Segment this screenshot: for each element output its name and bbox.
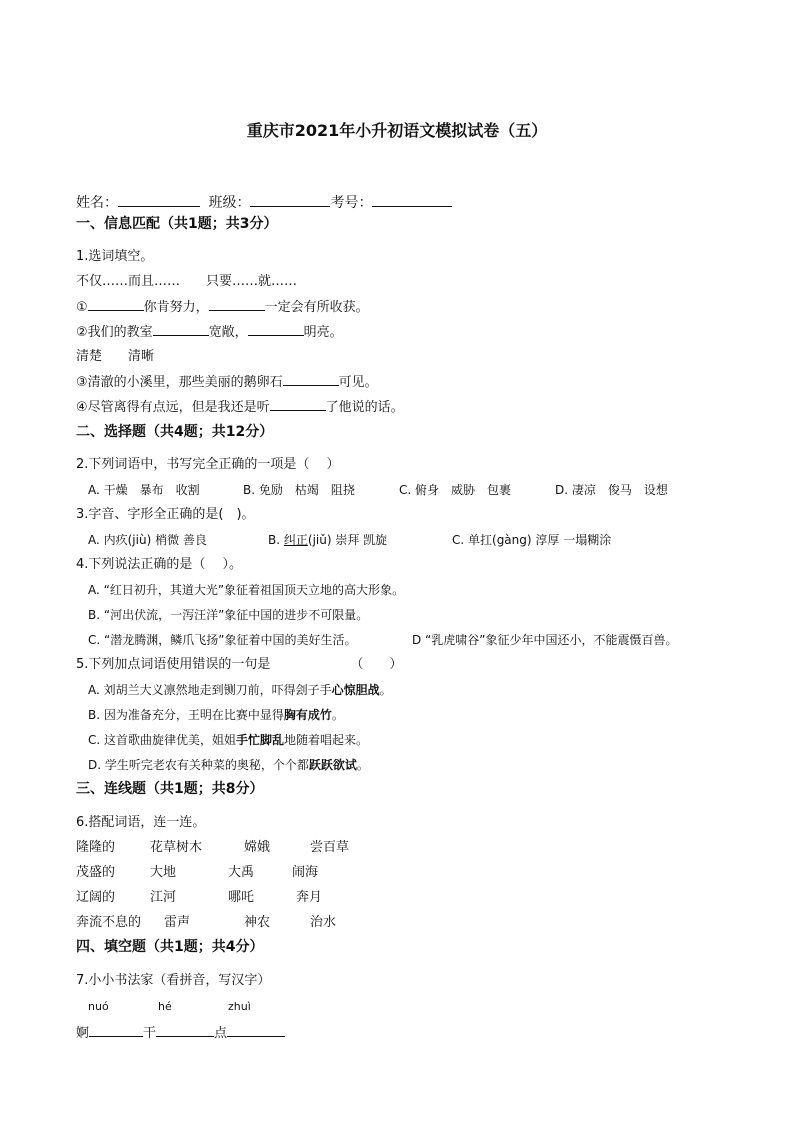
q1-word-options-2: 清楚 清晰: [76, 349, 155, 364]
match-item[interactable]: 嫦娥: [244, 840, 271, 855]
name-label: 姓名：: [76, 195, 118, 211]
q3-stem: 3.字音、字形全正确的是( )。: [76, 507, 255, 522]
match-item[interactable]: 奔流不息的: [76, 915, 142, 930]
match-item[interactable]: 大禹: [228, 865, 255, 880]
q3-option-c[interactable]: C. 单扛(gàng) 淳厚 一塌糊涂: [452, 533, 612, 547]
q1-item-3: ③清澈的小溪里，那些美丽的鹅卵石 可见。: [76, 375, 378, 390]
q4-stem: 4.下列说法正确的是（ ）。: [76, 557, 243, 572]
class-label: 班级：: [208, 195, 251, 211]
match-item[interactable]: 江河: [150, 890, 177, 905]
q5-option-d[interactable]: D. 学生听完老农有关种菜的奥秘，个个都跃跃欲试。: [88, 758, 369, 772]
pinyin-label: zhuì: [228, 1000, 251, 1013]
pinyin-label: hé: [158, 1000, 172, 1013]
q1-blank-5[interactable]: [283, 373, 339, 386]
q7-blank-2[interactable]: [156, 1024, 214, 1037]
q6-stem: 6.搭配词语，连一连。: [76, 815, 206, 830]
q7-blank-1[interactable]: [89, 1024, 143, 1037]
q1-blank-6[interactable]: [270, 398, 326, 411]
q1-item-2: ②我们的教室 宽敞， 明亮。: [76, 325, 343, 340]
q4-option-d[interactable]: D “乳虎啸谷”象征少年中国还小，不能震慑百兽。: [412, 633, 678, 647]
match-item[interactable]: 隆隆的: [76, 840, 116, 855]
q4-option-a[interactable]: A. “红日初升，其道大光”象征着祖国顶天立地的高大形象。: [88, 583, 405, 597]
q2-option-b[interactable]: B. 免励 枯竭 阻挠: [243, 483, 355, 497]
match-item[interactable]: 茂盛的: [76, 865, 116, 880]
q2-option-a[interactable]: A. 干燥 暴布 收割: [88, 483, 200, 497]
q2-option-d[interactable]: D. 凄凉 俊马 设想: [555, 483, 668, 497]
match-item[interactable]: 奔月: [296, 890, 323, 905]
match-item[interactable]: 神农: [244, 915, 271, 930]
match-item[interactable]: 哪吒: [228, 890, 255, 905]
q2-stem: 2.下列词语中，书写完全正确的一项是（ ）: [76, 457, 340, 472]
section-heading-3: 三、连线题（共1题；共8分）: [76, 781, 264, 797]
q3-option-b[interactable]: B. 纠正(jiǔ) 崇拜 凯旋: [268, 533, 388, 547]
q2-option-c[interactable]: C. 俯身 威胁 包裹: [399, 483, 512, 497]
section-heading-4: 四、填空题（共1题；共4分）: [76, 939, 264, 955]
q1-stem: 1.选词填空。: [76, 249, 154, 264]
number-label: 考号：: [330, 195, 373, 211]
number-field[interactable]: [372, 193, 452, 207]
q1-blank-1[interactable]: [88, 298, 144, 311]
match-item[interactable]: 大地: [150, 865, 177, 880]
q7-stem: 7.小小书法家（看拼音，写汉字）: [76, 973, 271, 988]
q7-blank-3[interactable]: [227, 1024, 285, 1037]
q1-blank-4[interactable]: [248, 323, 304, 336]
q7-answer-line: 婀 干 点: [76, 1024, 285, 1043]
q3-option-a[interactable]: A. 内疚(jiù) 梢微 善良: [88, 533, 207, 547]
q1-word-options-1: 不仅……而且…… 只要……就……: [76, 274, 298, 289]
student-info-line: [76, 193, 452, 212]
section-heading-2: 二、选择题（共4题；共12分）: [76, 424, 274, 440]
match-item[interactable]: 花草树木: [150, 840, 203, 855]
q5-stem: 5.下列加点词语使用错误的一句是 （ ）: [76, 657, 403, 672]
class-field[interactable]: [250, 193, 330, 207]
name-field[interactable]: [118, 193, 200, 207]
q1-blank-3[interactable]: [153, 323, 209, 336]
match-item[interactable]: 治水: [310, 915, 337, 930]
q5-option-c[interactable]: C. 这首歌曲旋律优美，姐姐手忙脚乱地随着唱起来。: [88, 733, 369, 747]
q1-item-1: ① 你肯努力， 一定会有所收获。: [76, 300, 369, 315]
q1-item-4: ④尽管离得有点远，但是我还是听 了他说的话。: [76, 400, 404, 415]
match-item[interactable]: 尝百草: [310, 840, 350, 855]
q4-option-c[interactable]: C. “潜龙腾渊，鳞爪飞扬”象征着中国的美好生活。: [88, 633, 357, 647]
q5-option-b[interactable]: B. 因为准备充分，王明在比赛中显得胸有成竹。: [88, 708, 344, 722]
match-item[interactable]: 雷声: [164, 915, 191, 930]
q4-option-b[interactable]: B. “河出伏流，一泻汪洋”象征中国的进步不可限量。: [88, 608, 369, 622]
section-heading-1: 一、信息匹配（共1题；共3分）: [76, 216, 278, 232]
q5-option-a[interactable]: A. 刘胡兰大义凛然地走到铡刀前，吓得刽子手心惊胆战。: [88, 683, 392, 697]
match-item[interactable]: 闹海: [292, 865, 319, 880]
pinyin-label: nuó: [88, 1000, 109, 1013]
q1-blank-2[interactable]: [209, 298, 265, 311]
page-title: 重庆市2021年小升初语文模拟试卷（五）: [246, 121, 548, 140]
match-item[interactable]: 辽阔的: [76, 890, 116, 905]
